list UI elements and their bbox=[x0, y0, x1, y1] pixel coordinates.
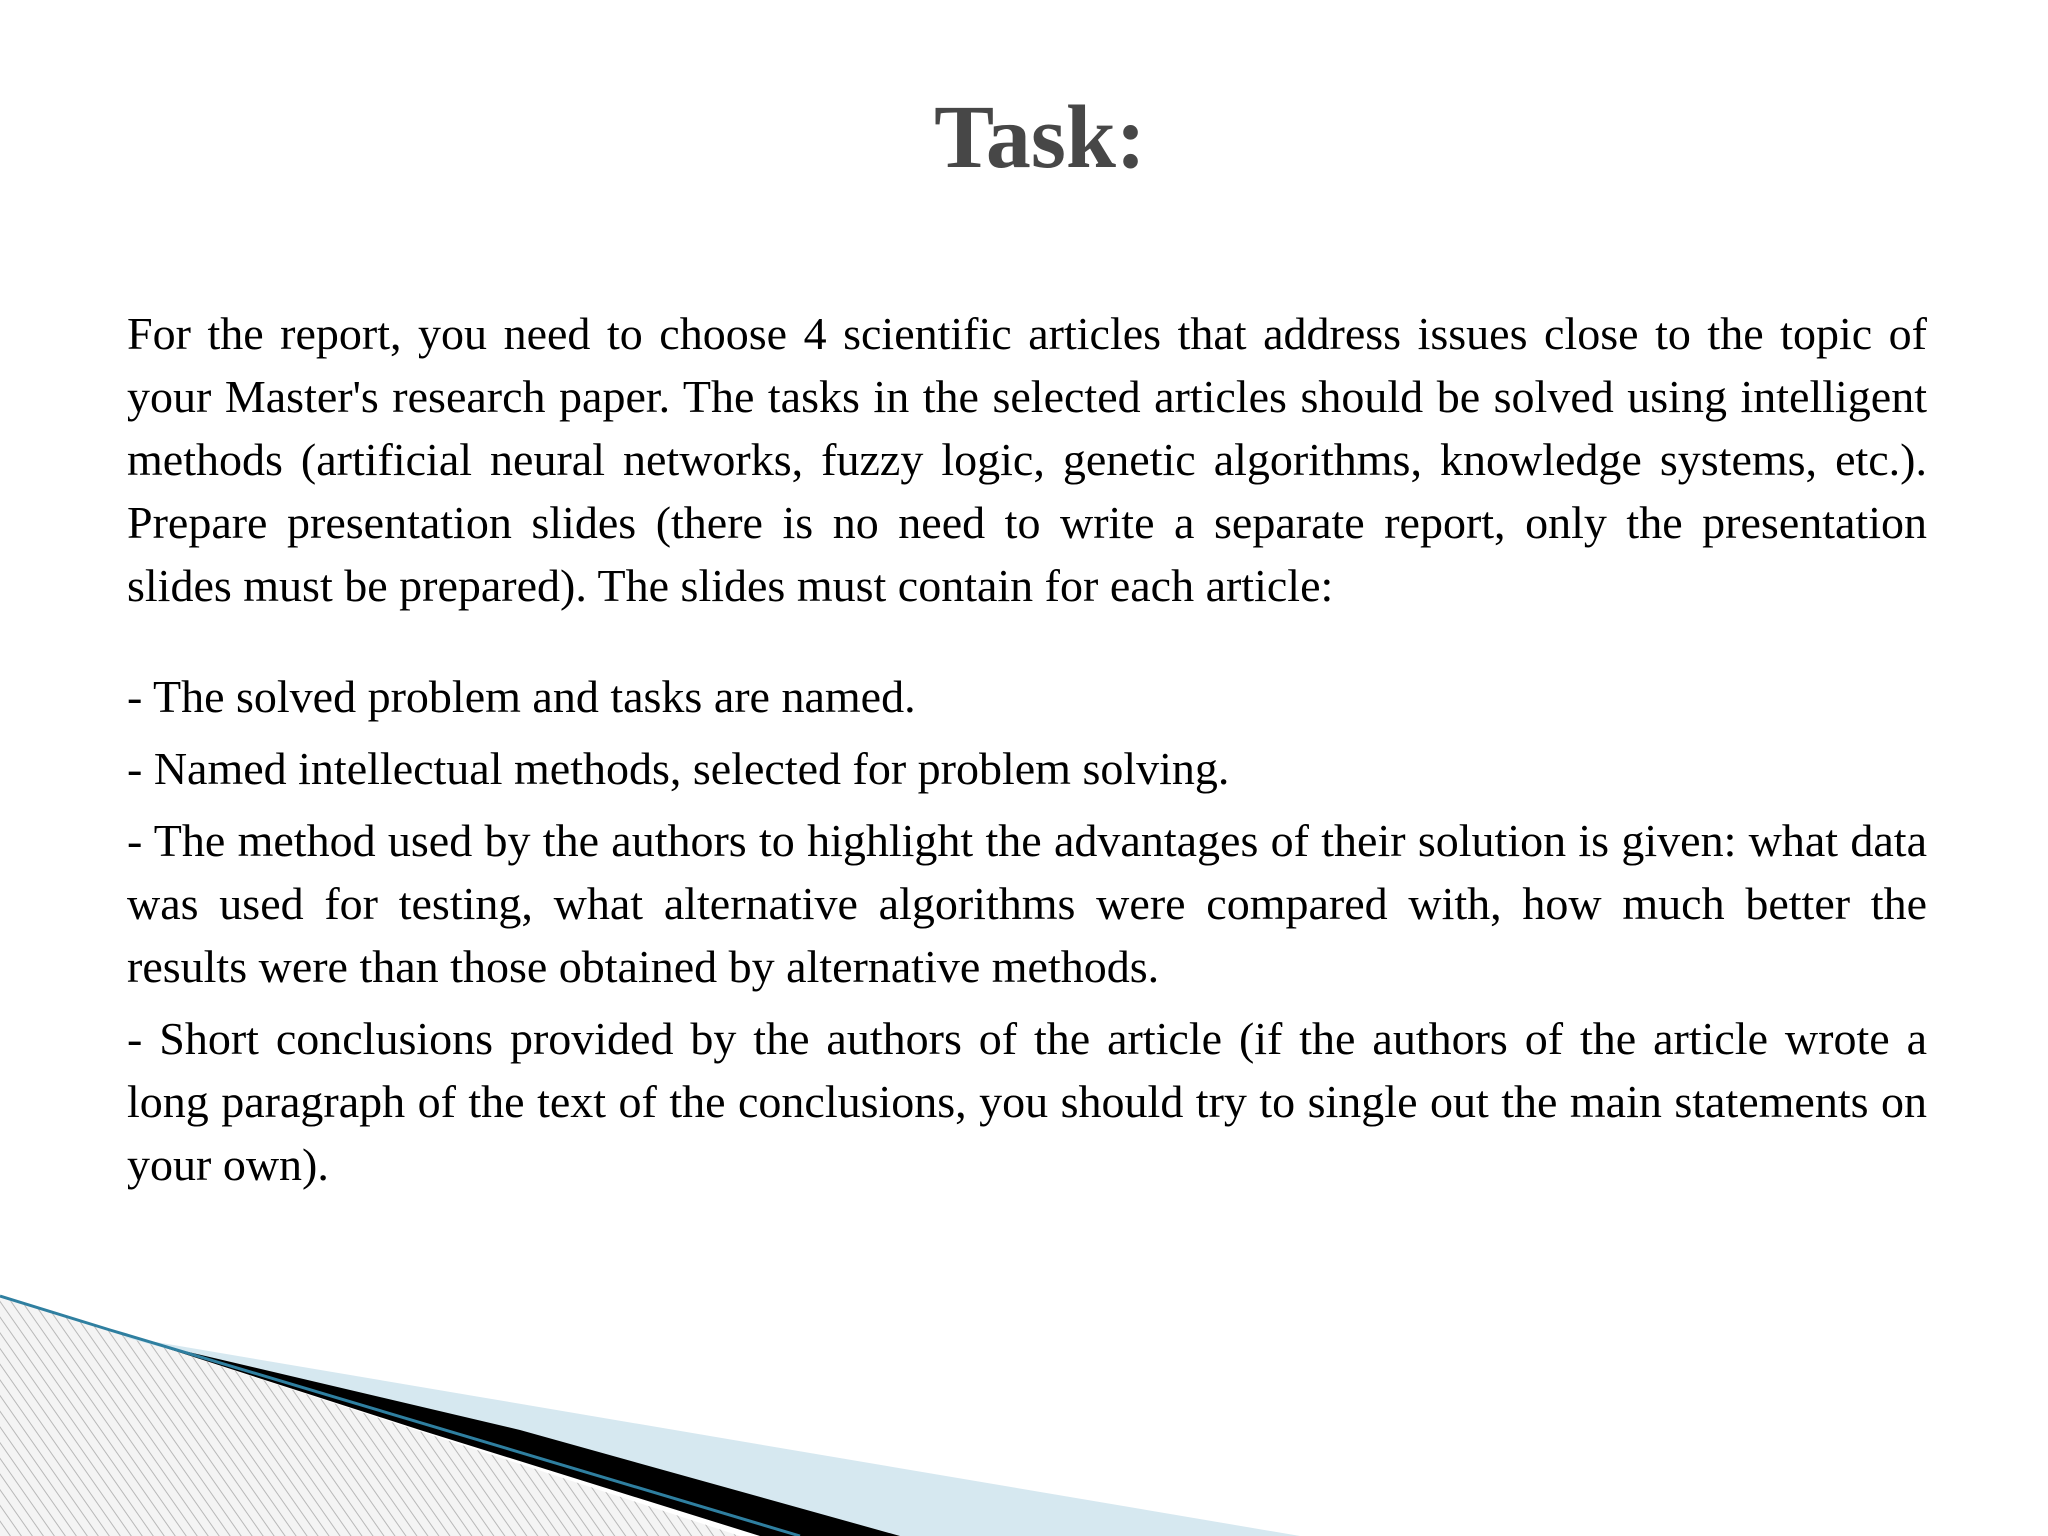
light-blue-wedge bbox=[120, 1336, 1300, 1536]
requirements-list bbox=[127, 665, 1927, 1196]
list-item: - The method used by the authors to highlight the advantages of their solution is given: what data was used for testing, what alternative algorithms were compared with, how much better the results were than those obtained by alternative methods. bbox=[127, 815, 1927, 992]
list-item: - The solved problem and tasks are named. bbox=[127, 671, 916, 722]
slide-body bbox=[127, 302, 1927, 1205]
hatched-wedge bbox=[0, 1298, 740, 1536]
intro-paragraph: For the report, you need to choose 4 scientific articles that address issues close to the topic of your Master's research paper. The tasks in the selected articles should be solved using intelligent methods (artificial neural networks, fuzzy logic, genetic algorithms, knowledge systems, etc.). Prepare presentation slides (there is no need to write a separate report, only the presentation slides must be prepared). The slides must contain for each article: bbox=[127, 308, 1927, 611]
black-swoosh bbox=[110, 1330, 900, 1536]
slide-title: Task: bbox=[934, 88, 1146, 187]
list-item: - Short conclusions provided by the authors of the article (if the authors of the article wrote a long paragraph of the text of the conclusions, you should try to single out the main statements on your own). bbox=[127, 1013, 1927, 1190]
teal-line bbox=[0, 1296, 800, 1536]
list-item: - Named intellectual methods, selected for problem solving. bbox=[127, 743, 1230, 794]
